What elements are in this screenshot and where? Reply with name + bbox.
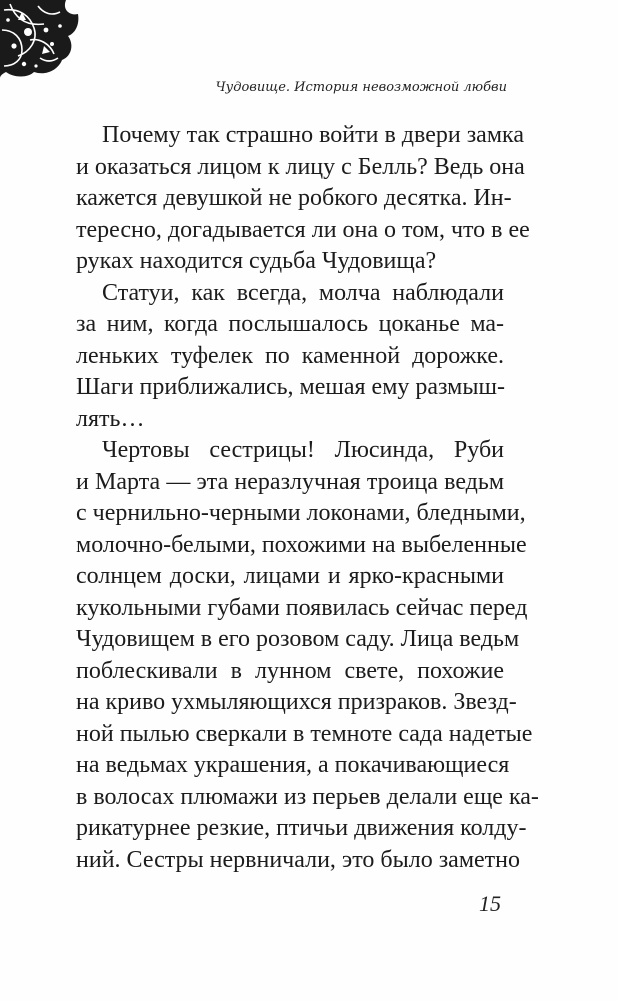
text-line: кукольными губами появилась сейчас перед (76, 594, 528, 621)
text-line: поблескивали в лунном свете, похожие (76, 657, 504, 684)
text-line: рикатурнее резкие, птичьи движения колду- (76, 815, 527, 841)
text-line: ной пылью сверкали в темноте сада надетые (76, 720, 533, 747)
running-header: Чудовище. История невозможной любви (215, 80, 507, 95)
text-line: лять… (76, 405, 145, 432)
text-line: леньких туфелек по каменной дорожке. (76, 342, 504, 369)
text-line: Почему так страшно войти в двери замка (102, 122, 524, 148)
text-line: и оказаться лицом к лицу с Белль? Ведь она (76, 153, 525, 180)
text-line: Шаги приближались, мешая ему размыш- (76, 374, 505, 400)
text-line: и Марта — эта неразлучная троица ведьм (76, 468, 504, 495)
text-line: кажется девушкой не робкого десятка. Ин- (76, 185, 512, 211)
text-line: на ведьмах украшения, а покачивающиеся (76, 752, 510, 778)
text-line: руках находится судьба Чудовища? (76, 248, 437, 274)
text-line: молочно-белыми, похожими на выбеленные (76, 531, 527, 558)
text-line: в волосах плюмажи из перьев делали еще ка- (76, 783, 539, 810)
text-line: с чернильно-черными локонами, бледными, (76, 500, 526, 526)
text-line: Чертовы сестрицы! Люсинда, Руби (102, 437, 504, 463)
page-number: 15 (479, 891, 501, 916)
text-line: Чудовищем в его розовом саду. Лица ведьм (76, 626, 520, 652)
text-line: за ним, когда послышалось цоканье ма- (76, 311, 504, 337)
lace-ornament-icon (0, 0, 80, 78)
text-line: солнцем доски, лицами и ярко-красными (76, 563, 504, 589)
text-line: на криво ухмыляющихся призраков. Звезд- (76, 689, 517, 715)
text-line: Статуи, как всегда, молча наблюдали (102, 279, 504, 306)
body-text (76, 120, 539, 876)
text-line: тересно, догадывается ли она о том, что в ее (76, 216, 530, 243)
text-line: ний. Сестры нервничали, это было заметно (76, 846, 520, 873)
